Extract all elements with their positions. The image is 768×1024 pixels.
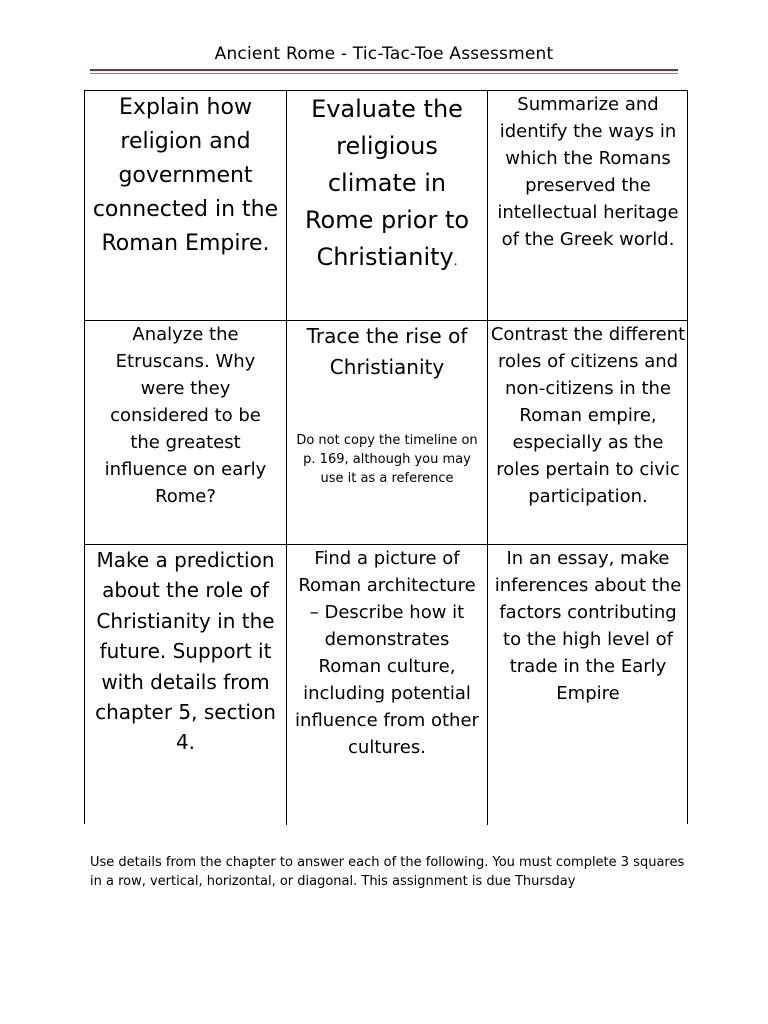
cell-text-main: Evaluate the religious climate in Rome prior to Christianity: [304, 95, 470, 271]
grid-cell-2-2: [287, 321, 488, 544]
grid-row-3: [85, 545, 687, 825]
grid-cell-1-3: [488, 91, 688, 320]
cell-note: Do not copy the timeline on p. 169, although you may use it as a reference: [296, 433, 478, 486]
cell-text: [294, 91, 480, 280]
title-rule-thin: [90, 73, 678, 74]
cell-text: Find a picture of Roman architecture – Describe how it demonstrates Roman culture, including potential influence from other cultures.: [295, 548, 479, 758]
cell-text: Contrast the different roles of citizens and non-citizens in the Roman empire, especially as the roles pertain to civic participation.: [490, 324, 686, 507]
cell-text: Summarize and identify the ways in which the Romans preserved the intellectual heritage of the Greek world.: [497, 94, 679, 250]
grid-cell-3-1: [85, 545, 287, 825]
cell-text: Trace the rise of Christianity: [306, 324, 468, 379]
grid-cell-1-1: [85, 91, 287, 320]
tic-tac-toe-grid: [84, 90, 688, 824]
grid-cell-3-2: [287, 545, 488, 825]
grid-cell-2-1: [85, 321, 287, 544]
grid-row-1: [85, 91, 687, 321]
instructions-footer: Use details from the chapter to answer each of the following. You must complete 3 squares in a row, vertical, horizontal, or diagonal. This assignment is due Thursday: [90, 855, 685, 889]
cell-text-period: .: [453, 254, 458, 268]
title-rule: [90, 69, 678, 71]
document-title: Ancient Rome - Tic-Tac-Toe Assessment: [214, 44, 554, 64]
cell-text: In an essay, make inferences about the factors contributing to the high level of trade in the Early Empire: [494, 548, 682, 704]
grid-cell-2-3: [488, 321, 688, 544]
grid-row-2: [85, 321, 687, 545]
grid-cell-1-2: [287, 91, 488, 320]
grid-cell-3-3: [488, 545, 688, 825]
cell-text: Analyze the Etruscans. Why were they considered to be the greatest influence on early Rome?: [104, 324, 267, 507]
cell-text: Make a prediction about the role of Christianity in the future. Support it with details from chapter 5, section 4.: [95, 548, 276, 755]
cell-text: Explain how religion and government connected in the Roman Empire.: [92, 95, 279, 256]
